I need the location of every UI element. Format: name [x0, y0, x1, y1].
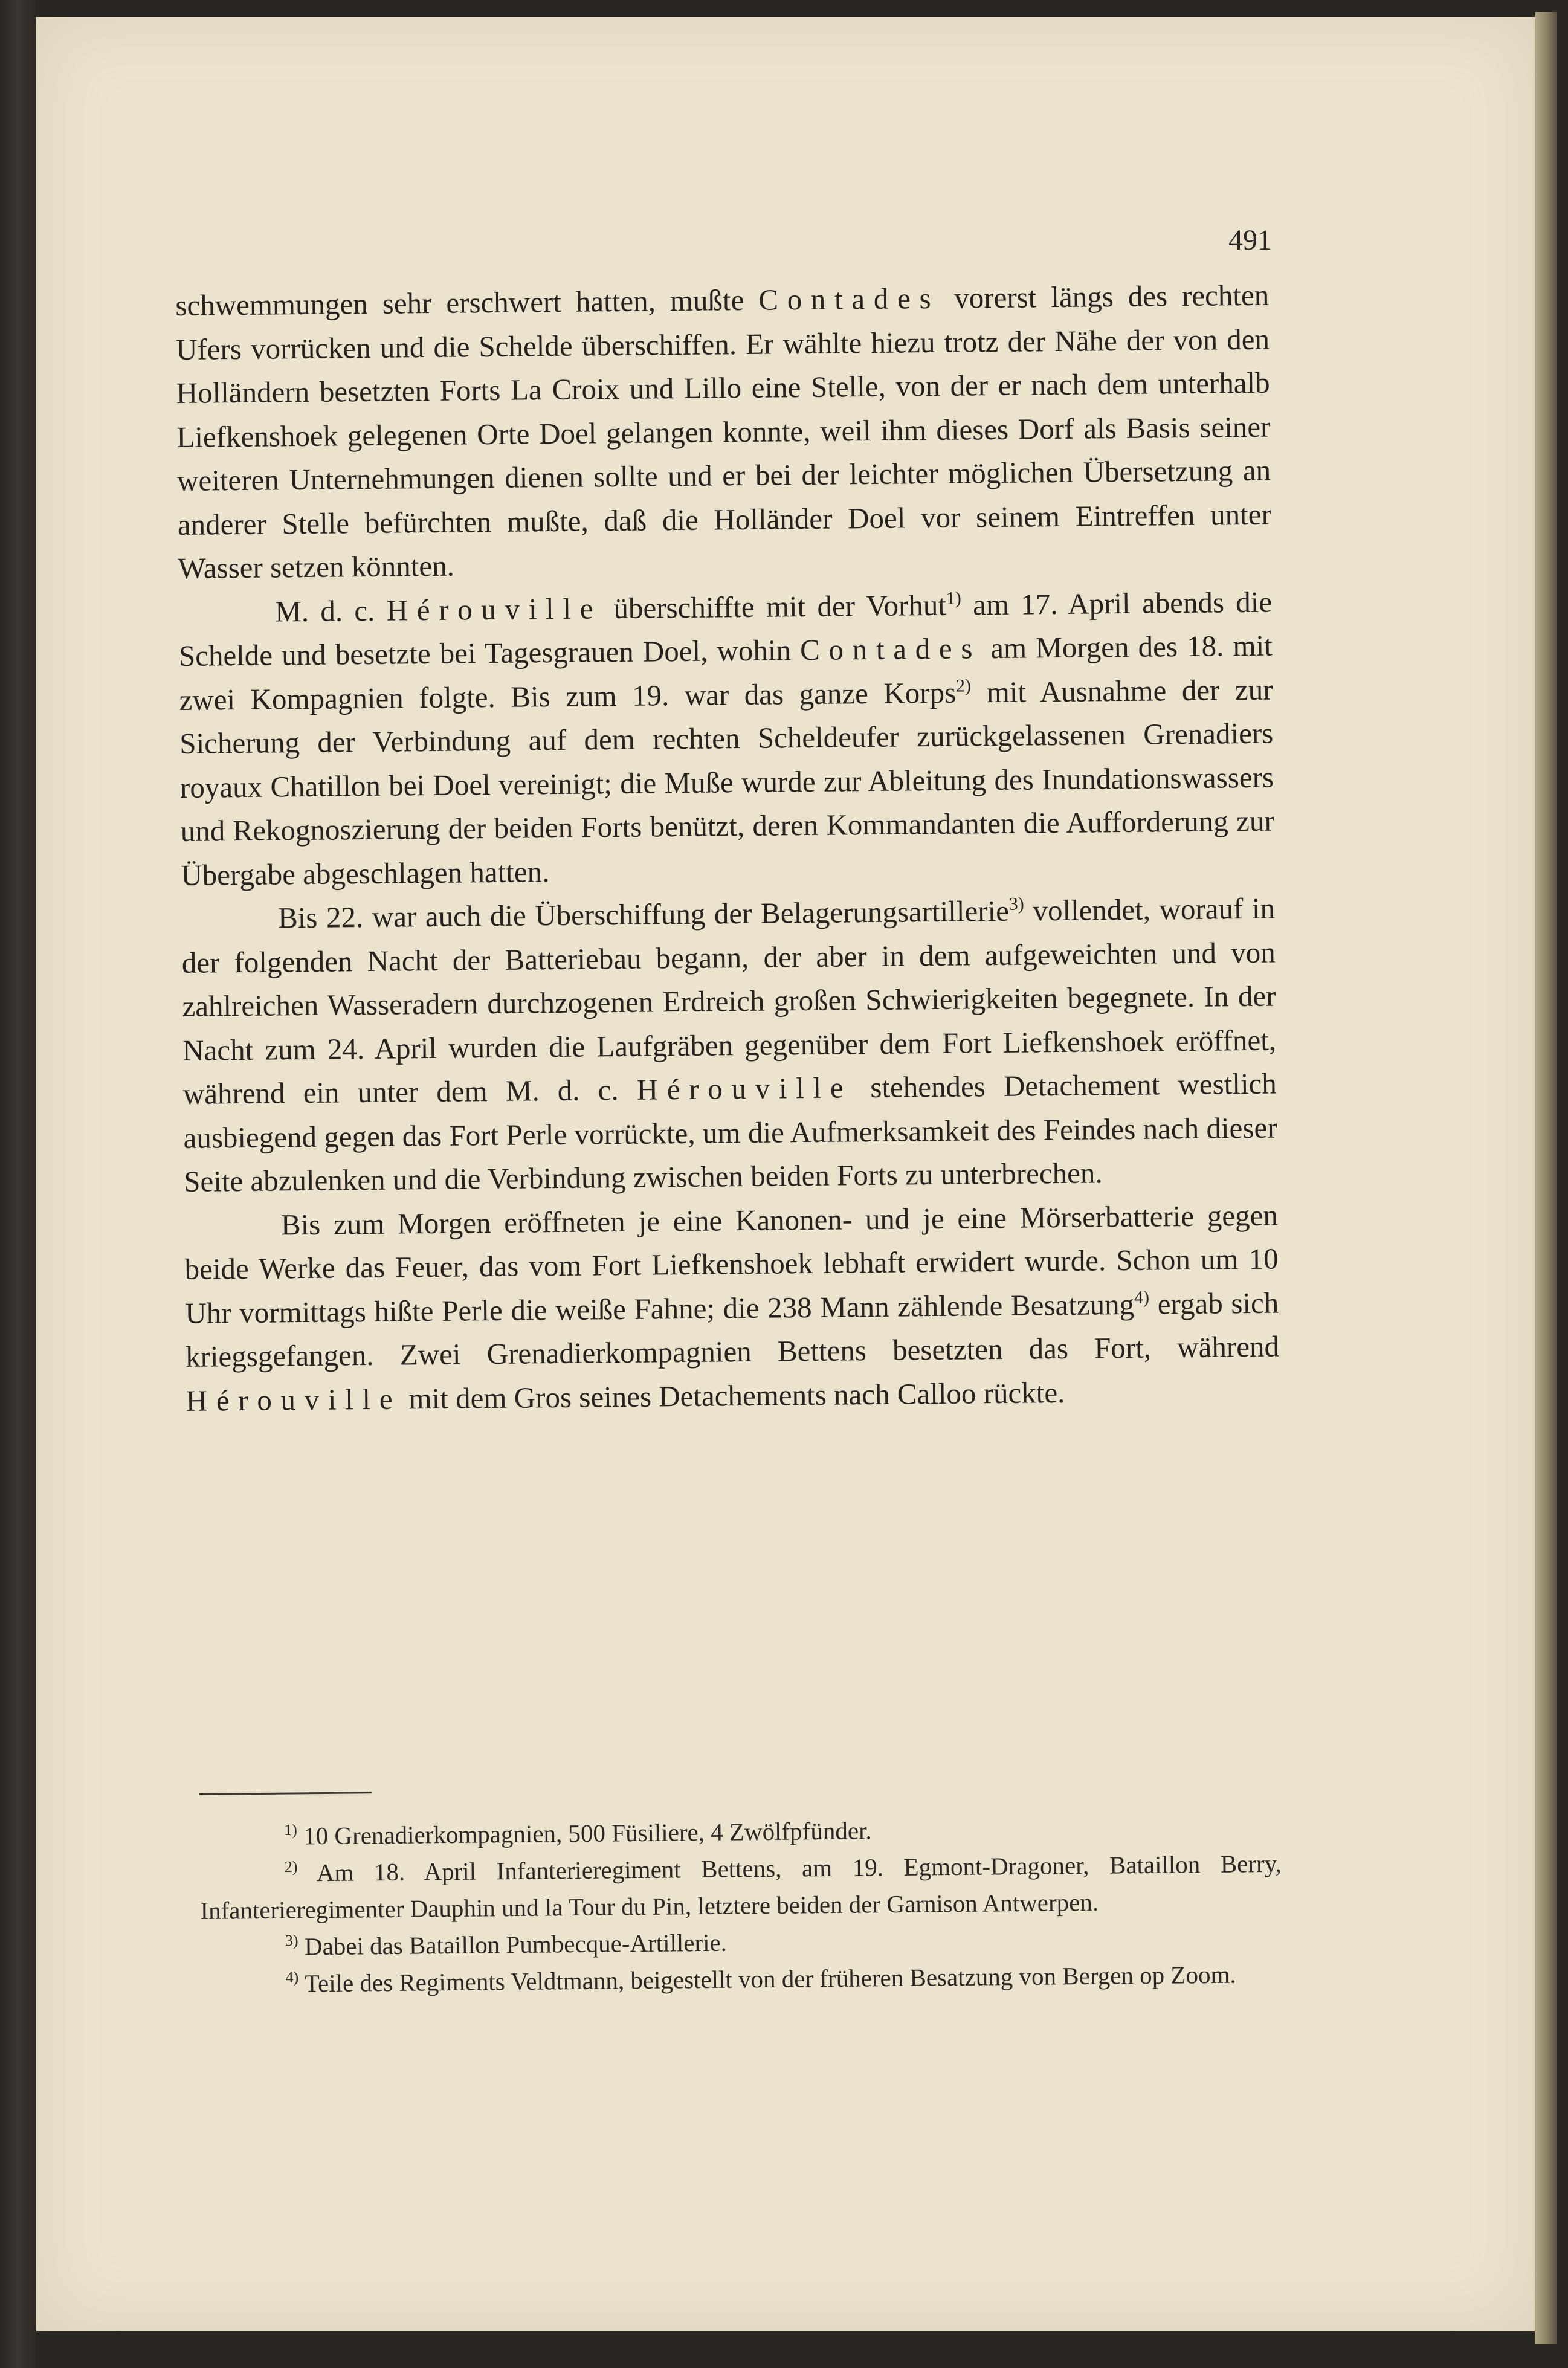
- paragraph-1: [175, 274, 1272, 591]
- paragraph-1-text-b: vorerst längs des rechten Ufers vorrücken und die Schelde überschiffen. Er wählte hiezu trotz der Nähe der von den Holländern besetzten Forts La Croix und Lillo eine Stelle, von der er nach dem unterhalb Liefkenshoek gelegenen Orte Doel gelangen konnte, weil ihm dieses Dorf als Basis seiner weiteren Unternehmungen dienen sollte und er bei der leichter möglichen Übersetzung an anderer Stelle befürchten mußte, daß die Holländer Doel vor seinem Eintreffen unter Wasser setzen könnten.: [175, 278, 1272, 585]
- paragraph-3: [181, 887, 1278, 1204]
- paragraph-2-text-c: am 17. April abends die Schelde und besetzte bei Tagesgrauen Doel, wohin: [178, 585, 1273, 673]
- footnote-text: Teile des Regiments Veldtmann, beigestellt von der früheren Besatzung von Bergen op Zoom.: [298, 1960, 1236, 1998]
- paragraph-2-text-a: M. d. c.: [274, 593, 387, 628]
- paragraph-2: [178, 580, 1275, 897]
- footnote-ref-2: 2): [955, 675, 972, 696]
- footnote-mark: 2): [284, 1857, 298, 1876]
- paragraph-3-text-b: vollendet, worauf in der folgenden Nacht der Batteriebau begann, der aber in dem aufgeweichten und von zahlreichen Wasseradern durchzogenen Erdreich großen Schwierigkeiten begegnete. In der Nacht zum 24. April wurden die Laufgräben gegenüber dem Fort Liefkenshoek eröffnet, während ein unter dem M. d. c.: [181, 891, 1277, 1111]
- footnote-ref-1: 1): [946, 588, 961, 608]
- footnote-mark: 3): [285, 1931, 298, 1950]
- paragraph-4-text-b: ergab sich kriegsgefangen. Zwei Grenadierkompagnien Bettens besetzten das Fort, während: [185, 1286, 1280, 1373]
- main-text: [175, 274, 1280, 1423]
- paragraph-1-text-a: schwemmungen sehr erschwert hatten, mußte: [175, 283, 759, 322]
- footnote-mark: 1): [284, 1821, 297, 1839]
- paragraph-3-text-a: Bis 22. war auch die Überschiffung der Belagerungsartillerie: [277, 894, 1010, 935]
- footnote-text: Dabei das Bataillon Pumbecque-Artillerie.: [298, 1928, 728, 1961]
- footnote-text: 10 Grenadierkompagnien, 500 Füsiliere, 4 Zwölfpfünder.: [297, 1816, 872, 1850]
- spaced-name: Hérouville: [636, 1071, 853, 1106]
- paragraph-2-text-b: überschiffte mit der Vorhut: [601, 588, 947, 625]
- footnote-ref-3: 3): [1008, 894, 1024, 914]
- footnote-text: Am 18. April Infanterieregiment Bettens, am 19. Egmont-Dragoner, Bataillon Berry, Infanterieregimenter Dauphin und la Tour du Pin, letztere beiden der Garnison Antwerpen.: [200, 1849, 1282, 1924]
- footnote-ref-4: 4): [1134, 1287, 1150, 1308]
- paragraph-4: [184, 1193, 1280, 1423]
- paragraph-3-text-c: stehendes Detachement westlich ausbiegend gegen das Fort Perle vorrückte, um die Aufmerksamkeit des Feindes nach dieser Seite abzulenken und die Verbindung zwischen beiden Forts zu unterbrechen.: [183, 1066, 1277, 1198]
- paragraph-2-text-e: mit Ausnahme der zur Sicherung der Verbindung auf dem rechten Scheldeufer zurückgelassenen Grenadiers royaux Chatillon bei Doel vereinigt; die Muße wurde zur Ableitung des Inundationswassers und Rekognoszierung der beiden Forts benützt, deren Kommandanten die Aufforderung zur Übergabe abgeschlagen hatten.: [179, 673, 1274, 892]
- paragraph-4-text-a: Bis zum Morgen eröffneten je eine Kanonen- und je eine Mörserbatterie gegen beide Werke das Feuer, das vom Fort Liefkenshoek lebhaft erwidert wurde. Schon um 10 Uhr vormittags hißte Perle die weiße Fahne; die 238 Mann zählende Besatzung: [184, 1198, 1279, 1330]
- spaced-name: Contades: [758, 281, 940, 317]
- paragraph-4-text-c: mit dem Gros seines Detachements nach Calloo rückte.: [401, 1375, 1065, 1415]
- footnote-2: [200, 1845, 1282, 1929]
- paragraph-2-text-d: am Morgen des 18. mit zwei Kompagnien folgte. Bis zum 19. war das ganze Korps: [179, 628, 1273, 717]
- footnotes: [199, 1808, 1283, 2003]
- spaced-name: Hérouville: [186, 1381, 402, 1418]
- spaced-name: Hérouville: [386, 591, 602, 627]
- page-number: 491: [1228, 224, 1272, 256]
- footnote-mark: 4): [285, 1968, 299, 1987]
- page-edge: [1535, 12, 1557, 2344]
- spaced-name: Contades: [799, 631, 982, 667]
